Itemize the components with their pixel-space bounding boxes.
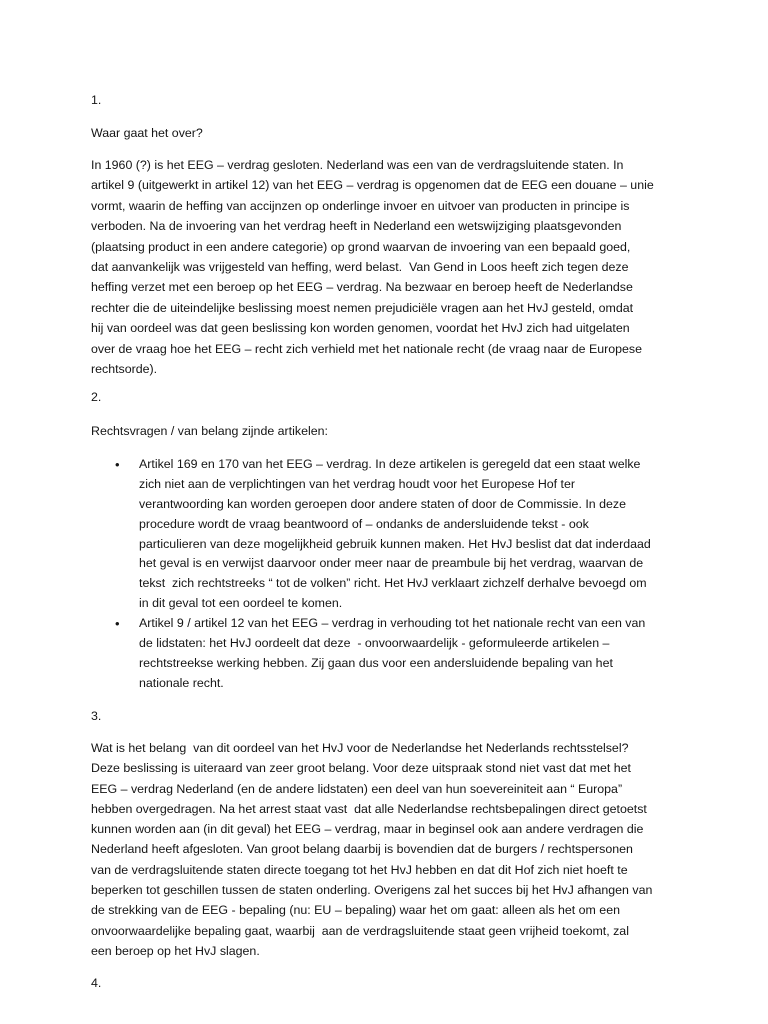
bullet-marker: • [115,616,120,632]
paragraph-line: heffing verzet met een beroep op het EEG – verdrag. Na bezwaar en beroep heeft de Nederlandse [91,280,633,295]
paragraph-line: artikel 9 (uitgewerkt in artikel 12) van het EEG – verdrag is opgenomen dat de EEG een douane – unie [91,178,654,193]
list-item-line: Artikel 169 en 170 van het EEG – verdrag. In deze artikelen is geregeld dat een staat welke [139,457,641,471]
list-item-line: in dit geval tot een oordeel te komen. [139,596,343,611]
paragraph-line: Wat is het belang van dit oordeel van het HvJ voor de Nederlandse het Nederlands rechtsstelsel? [91,741,629,755]
paragraph-line: hebben overgedragen. Na het arrest staat vast dat alle Nederlandse rechtsbepalingen direct getoetst [91,801,647,816]
section-number-3: 3. [91,709,102,723]
section-number-1: 1. [91,93,102,107]
list-item-line: tekst zich rechtstreeks “ tot de volken” richt. Het HvJ verklaart zichzelf derhalve bevoegd om [139,576,647,591]
bullet-list-articles [91,455,731,694]
paragraph-line: Deze beslissing is uiteraard van zeer groot belang. Voor deze uitspraak stond niet vast dat met het [91,761,631,776]
list-item-line: verantwoording kan worden geroepen door andere staten of door de Commissie. In deze [139,496,626,511]
paragraph-line: hij van oordeel was dat geen beslissing kon worden genomen, voordat het HvJ zich had uitgelaten [91,321,630,336]
list-item-line: zich niet aan de verplichtingen van het verdrag houdt voor het Europese Hof ter [139,476,576,491]
paragraph-line: In 1960 (?) is het EEG – verdrag gesloten. Nederland was een van de verdragsluitende staten. In [91,158,624,172]
paragraph-line: rechter die de uiteindelijke beslissing moest nemen prejudiciële vragen aan het HvJ gesteld, omdat [91,300,634,315]
paragraph-line: dat aanvankelijk was vrijgesteld van heffing, werd belast. Van Gend in Loos heeft zich tegen deze [91,259,629,274]
list-item-line: nationale recht. [139,675,224,690]
section-heading-waar-gaat-het-over: Waar gaat het over? [91,126,203,140]
paragraph-summary [91,155,731,379]
list-item-line: rechtstreekse werking hebben. Zij gaan dus voor een andersluidende bepaling van het [139,655,613,670]
paragraph-line: onvoorwaardelijke bepaling gaat, waarbij aan de verdragsluitende staat geen vrijheid toekomt, zal [91,923,629,938]
paragraph-importance [91,738,731,961]
bullet-marker: • [115,457,120,472]
list-item-line: de lidstaten: het HvJ oordeelt dat deze - onvoorwaardelijk - geformuleerde artikelen – [139,636,610,651]
section-number-4: 4. [91,976,102,990]
list-item-line: particulieren van deze mogelijkheid gebruik kunnen maken. Het HvJ beslist dat dat inderdaad [139,536,651,551]
paragraph-line: van de verdragsluitende staten directe toegang tot het HvJ hebben en dat dit Hof zich niet hoeft te [91,862,628,877]
paragraph-line: verboden. Na de invoering van het verdrag heeft in Nederland een wetswijziging plaatsgevonden [91,219,622,234]
list-item-line: procedure wordt de vraag beantwoord of – ondanks de andersluidende tekst - ook [139,516,589,531]
paragraph-line: vormt, waarin de heffing van accijnzen op onderlinge invoer en uitvoer van producten in principe is [91,198,630,213]
paragraph-line: de strekking van de EEG - bepaling (nu: EU – bepaling) waar het om gaat: alleen als het om een [91,903,620,918]
section-heading-rechtsvragen: Rechtsvragen / van belang zijnde artikelen: [91,424,328,438]
paragraph-line: (plaatsing product in een andere categorie) op grond waarvan de invoering van een bepaald goed, [91,239,631,254]
section-number-2: 2. [91,390,102,404]
list-item-line: Artikel 9 / artikel 12 van het EEG – verdrag in verhouding tot het nationale recht van een van [139,616,646,631]
paragraph-line: beperken tot geschillen tussen de staten onderling. Overigens zal het succes bij het HvJ afhangen van [91,883,653,898]
list-item [91,614,731,694]
list-item [91,455,731,614]
paragraph-line: een beroep op het HvJ slagen. [91,943,260,958]
paragraph-line: rechtsorde). [91,361,158,376]
list-item-line: het geval is en verwijst daarvoor onder meer naar de preambule bij het verdrag, waarvan de [139,556,644,571]
paragraph-line: Nederland heeft afgesloten. Van groot belang daarbij is bovendien dat de burgers / rechtspersonen [91,842,633,857]
paragraph-line: EEG – verdrag Nederland (en de andere lidstaten) een deel van hun soevereiniteit aan “ Europa” [91,781,623,796]
paragraph-line: kunnen worden aan (in dit geval) het EEG – verdrag, maar in beginsel ook aan andere verdragen die [91,822,644,837]
paragraph-line: over de vraag hoe het EEG – recht zich verhield met het nationale recht (de vraag naar de Europese [91,341,643,356]
